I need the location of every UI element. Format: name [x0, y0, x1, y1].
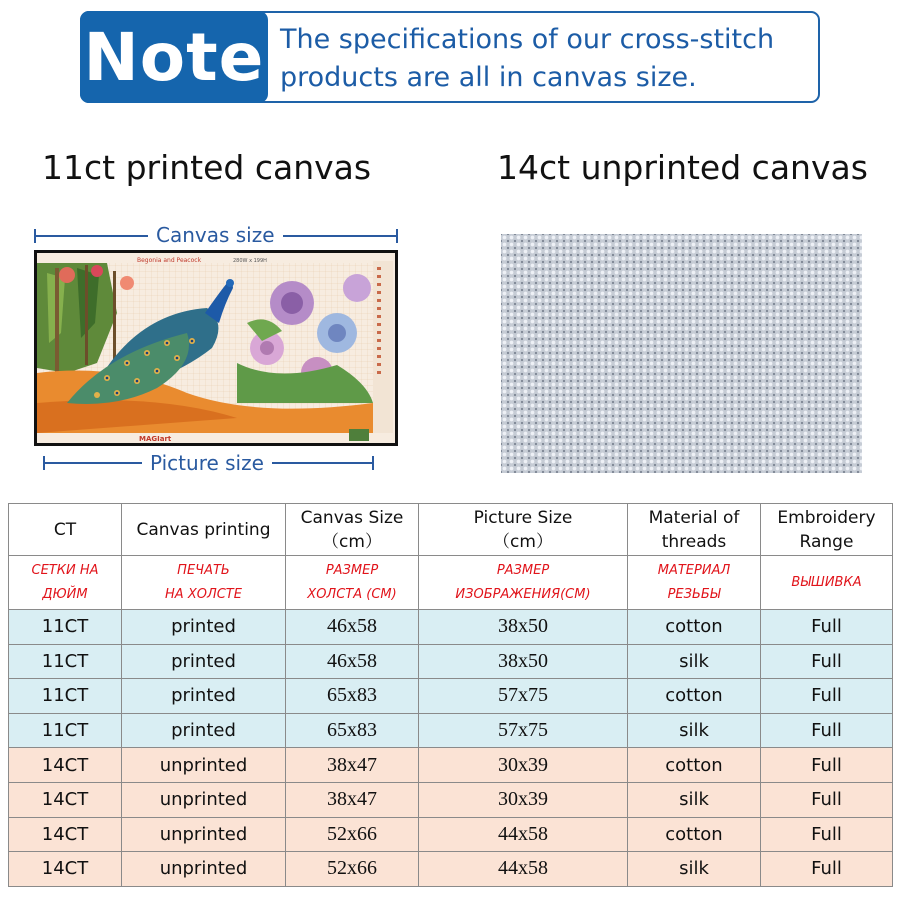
printed-canvas-image	[34, 250, 398, 446]
ru-header-material: МАТЕРИАЛ РЕЗЬБЫ	[628, 556, 761, 610]
artwork-title: Begonia and Peacock	[137, 257, 202, 264]
cell-range: Full	[761, 748, 893, 783]
cell-range: Full	[761, 644, 893, 679]
ru-header-picture-size: РАЗМЕР ИЗОБРАЖЕНИЯ(СМ)	[419, 556, 628, 610]
ru-header-canvas-printing: ПЕЧАТЬ НА ХОЛСТЕ	[122, 556, 286, 610]
picture-size-label: Picture size	[142, 451, 272, 475]
table-row	[9, 644, 893, 679]
table-header-row	[9, 504, 893, 556]
table-row	[9, 748, 893, 783]
cell-printing: printed	[122, 610, 286, 645]
cell-picture-size: 57x75	[419, 713, 628, 748]
header-material: Material of threads	[628, 504, 761, 556]
cell-ct: 11CT	[9, 610, 122, 645]
note-banner	[80, 11, 820, 103]
cell-canvas-size: 38x47	[286, 782, 419, 817]
unprinted-canvas-image	[501, 234, 862, 473]
cell-ct: 14CT	[9, 852, 122, 887]
cell-range: Full	[761, 817, 893, 852]
cell-printing: unprinted	[122, 748, 286, 783]
table-row	[9, 817, 893, 852]
ru-header-embroidery-range: ВЫШИВКА	[761, 556, 893, 610]
cell-material: cotton	[628, 679, 761, 714]
artwork-size: 280W x 199H	[233, 258, 267, 264]
artwork-brand: MAGIart	[139, 435, 172, 443]
printed-canvas-title: 11ct printed canvas	[42, 148, 372, 187]
cell-printing: printed	[122, 679, 286, 714]
cell-picture-size: 57x75	[419, 679, 628, 714]
header-canvas-size: Canvas Size （cm）	[286, 504, 419, 556]
cell-picture-size: 38x50	[419, 610, 628, 645]
cell-ct: 14CT	[9, 782, 122, 817]
cell-ct: 14CT	[9, 817, 122, 852]
cell-canvas-size: 38x47	[286, 748, 419, 783]
cell-material: cotton	[628, 817, 761, 852]
cell-canvas-size: 65x83	[286, 713, 419, 748]
header-canvas-printing: Canvas printing	[122, 504, 286, 556]
note-line-2: products are all in canvas size.	[280, 62, 697, 93]
canvas-size-label: Canvas size	[148, 223, 283, 247]
cell-range: Full	[761, 713, 893, 748]
note-badge: Note	[80, 11, 268, 103]
cell-canvas-size: 46x58	[286, 644, 419, 679]
cell-printing: unprinted	[122, 782, 286, 817]
cell-range: Full	[761, 852, 893, 887]
cell-printing: unprinted	[122, 852, 286, 887]
unprinted-canvas-title: 14ct unprinted canvas	[497, 148, 868, 187]
cell-material: silk	[628, 644, 761, 679]
cell-canvas-size: 52x66	[286, 852, 419, 887]
table-row	[9, 610, 893, 645]
cell-printing: printed	[122, 644, 286, 679]
note-text	[280, 21, 810, 97]
cell-range: Full	[761, 610, 893, 645]
cell-picture-size: 44x58	[419, 852, 628, 887]
cell-material: silk	[628, 713, 761, 748]
cell-material: silk	[628, 782, 761, 817]
cell-picture-size: 44x58	[419, 817, 628, 852]
table-row	[9, 782, 893, 817]
cell-material: cotton	[628, 748, 761, 783]
table-header-row-russian	[9, 556, 893, 610]
cell-printing: printed	[122, 713, 286, 748]
cell-range: Full	[761, 782, 893, 817]
ru-header-ct: СЕТКИ НА ДЮЙМ	[9, 556, 122, 610]
peacock-artwork	[37, 253, 395, 443]
cell-ct: 11CT	[9, 713, 122, 748]
table-row	[9, 852, 893, 887]
header-embroidery-range: Embroidery Range	[761, 504, 893, 556]
specification-table	[8, 503, 893, 887]
cell-material: silk	[628, 852, 761, 887]
cell-ct: 11CT	[9, 644, 122, 679]
cell-picture-size: 30x39	[419, 748, 628, 783]
cell-range: Full	[761, 679, 893, 714]
cell-material: cotton	[628, 610, 761, 645]
cell-ct: 14CT	[9, 748, 122, 783]
cell-canvas-size: 52x66	[286, 817, 419, 852]
header-ct: CT	[9, 504, 122, 556]
cell-printing: unprinted	[122, 817, 286, 852]
cell-canvas-size: 46x58	[286, 610, 419, 645]
header-picture-size: Picture Size （cm）	[419, 504, 628, 556]
cell-ct: 11CT	[9, 679, 122, 714]
table-row	[9, 679, 893, 714]
cell-picture-size: 30x39	[419, 782, 628, 817]
note-line-1: The specifications of our cross-stitch	[280, 24, 775, 55]
ru-header-canvas-size: РАЗМЕР ХОЛСТА (СМ)	[286, 556, 419, 610]
cell-picture-size: 38x50	[419, 644, 628, 679]
table-row	[9, 713, 893, 748]
cell-canvas-size: 65x83	[286, 679, 419, 714]
